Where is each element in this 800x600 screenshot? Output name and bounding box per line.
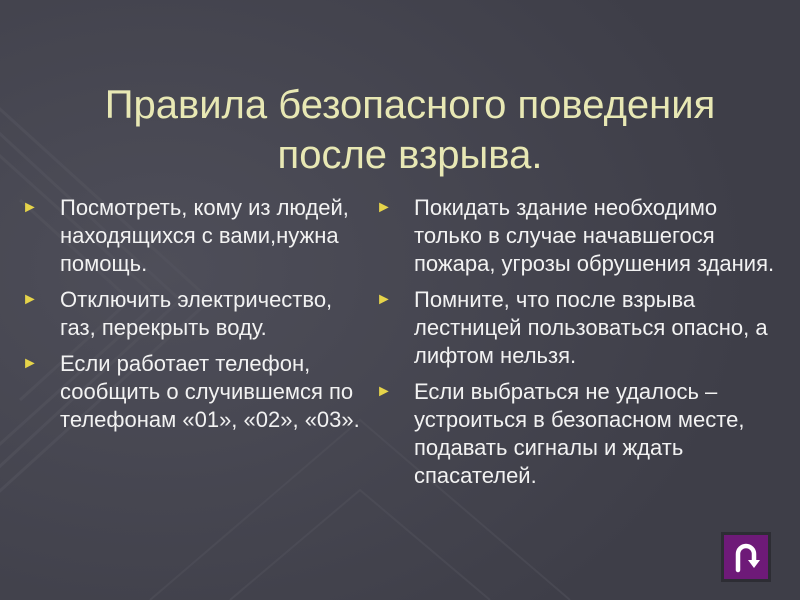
list-item-text: Помните, что после взрыва лестницей пользоваться опасно, а лифтом нельзя. bbox=[414, 287, 768, 368]
left-bullet-list bbox=[22, 194, 362, 442]
return-button[interactable] bbox=[721, 532, 771, 582]
list-item bbox=[376, 194, 776, 278]
list-item-text: Если работает телефон, сообщить о случившемся по телефонам «01», «02», «03». bbox=[60, 351, 360, 432]
title-line-1: Правила безопасного поведения bbox=[104, 83, 716, 127]
bullet-arrow-icon: ► bbox=[376, 291, 392, 308]
bullet-arrow-icon: ► bbox=[376, 199, 392, 216]
bullet-arrow-icon: ► bbox=[22, 291, 38, 308]
bullet-arrow-icon: ► bbox=[22, 355, 38, 372]
list-item bbox=[376, 286, 776, 370]
slide-title bbox=[40, 80, 780, 180]
list-item bbox=[22, 286, 362, 342]
list-item bbox=[376, 378, 776, 490]
bullet-arrow-icon: ► bbox=[22, 199, 38, 216]
list-item bbox=[22, 194, 362, 278]
bullet-arrow-icon: ► bbox=[376, 383, 392, 400]
title-line-2: после взрыва. bbox=[277, 133, 543, 177]
list-item-text: Отключить электричество, газ, перекрыть воду. bbox=[60, 287, 333, 340]
right-bullet-list bbox=[376, 194, 776, 498]
list-item-text: Покидать здание необходимо только в случае начавшегося пожара, угрозы обрушения здания. bbox=[414, 195, 775, 276]
list-item-text: Посмотреть, кому из людей, находящихся с вами,нужна помощь. bbox=[60, 195, 349, 276]
list-item bbox=[22, 350, 362, 434]
u-turn-back-icon bbox=[729, 540, 763, 574]
list-item-text: Если выбраться не удалось – устроиться в безопасном месте, подавать сигналы и ждать спасателей. bbox=[414, 379, 745, 488]
